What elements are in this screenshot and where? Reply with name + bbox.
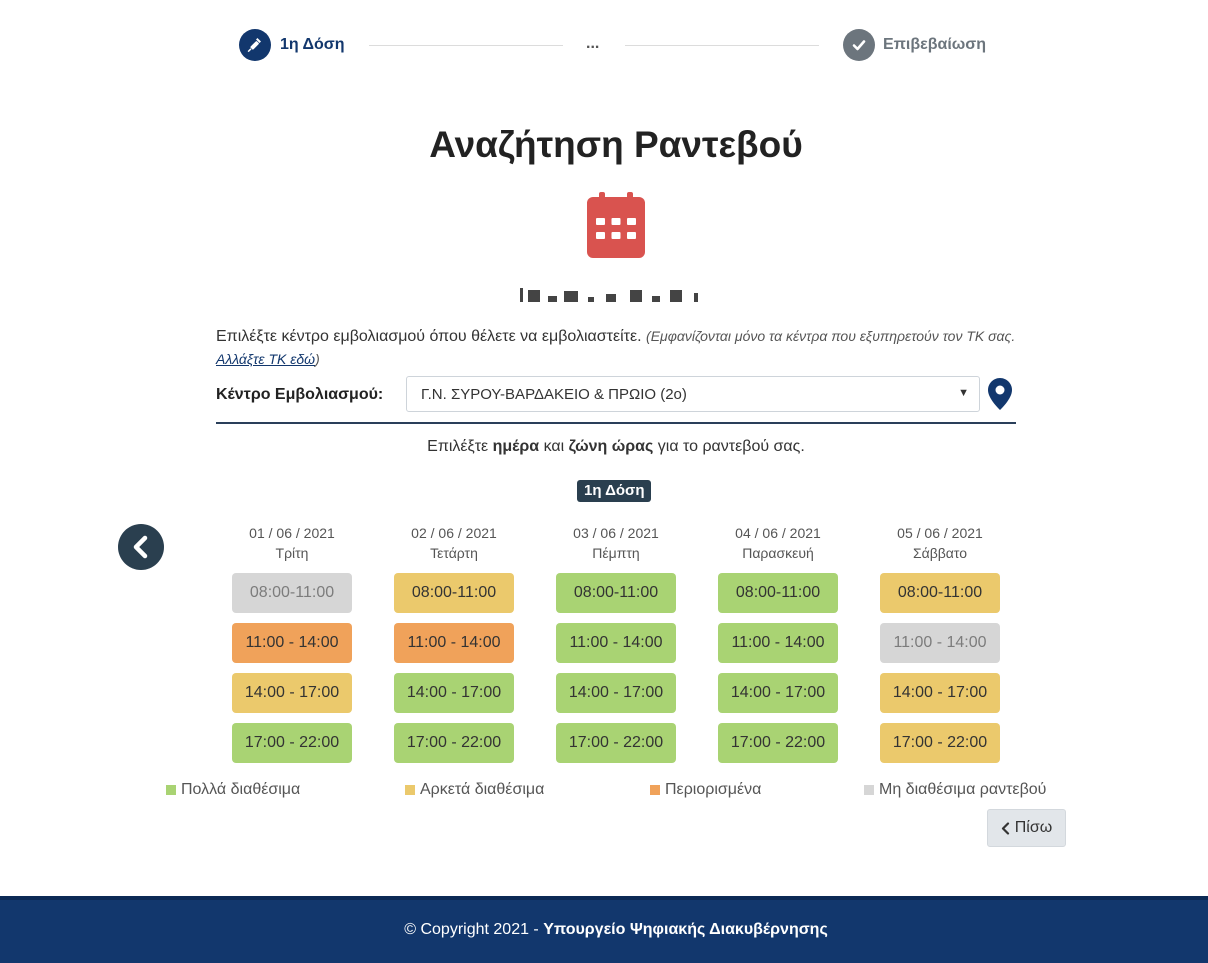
step-2-label: Επιβεβαίωση <box>883 36 987 53</box>
time-slot-button[interactable]: 17:00 - 22:00 <box>394 723 514 763</box>
step-divider <box>625 45 819 46</box>
legend-label: Περιορισμένα <box>665 781 762 798</box>
time-slot-button: 08:00-11:00 <box>232 573 352 613</box>
legend-swatch <box>166 785 176 795</box>
day-date: 01 / 06 / 2021 <box>249 525 335 541</box>
day-name: Τρίτη <box>275 545 309 561</box>
hint-text: (Εμφανίζονται μόνο τα κέντρα που εξυπηρετούν τον ΤΚ σας. <box>646 328 1016 344</box>
time-slot-list <box>880 573 1000 763</box>
day-name: Σάββατο <box>912 545 968 561</box>
time-slot-button[interactable]: 08:00-11:00 <box>556 573 676 613</box>
day-name: Τετάρτη <box>430 545 478 561</box>
time-slot-button[interactable]: 14:00 - 17:00 <box>718 673 838 713</box>
day-date: 04 / 06 / 2021 <box>735 525 821 541</box>
time-slot-list <box>556 573 676 763</box>
back-label: Πίσω <box>1014 819 1053 836</box>
time-slot-button[interactable]: 11:00 - 14:00 <box>556 623 676 663</box>
day-date: 05 / 06 / 2021 <box>897 525 983 541</box>
step-divider <box>369 45 563 46</box>
step-1-syringe-icon <box>239 29 271 61</box>
choose-suffix: για το ραντεβού σας. <box>657 438 805 455</box>
footer <box>0 896 1208 963</box>
time-slot-button[interactable]: 17:00 - 22:00 <box>556 723 676 763</box>
choose-day: ημέρα <box>492 438 540 455</box>
center-instruction <box>216 325 1016 371</box>
time-slot-button[interactable]: 14:00 - 17:00 <box>880 673 1000 713</box>
step-2-check-icon <box>843 29 875 61</box>
choose-time-zone: ζώνη ώρας <box>568 438 654 455</box>
time-slot-button[interactable]: 17:00 - 22:00 <box>718 723 838 763</box>
legend-item <box>650 780 761 800</box>
copyright-text: © Copyright 2021 - <box>404 921 539 938</box>
time-slot-button[interactable]: 14:00 - 17:00 <box>232 673 352 713</box>
time-slot-button[interactable]: 17:00 - 22:00 <box>232 723 352 763</box>
legend-label: Μη διαθέσιμα ραντεβού <box>879 781 1047 798</box>
time-slot-button[interactable]: 14:00 - 17:00 <box>394 673 514 713</box>
change-zip-link[interactable]: Αλλάξτε ΤΚ εδώ <box>216 351 316 367</box>
step-middle: ... <box>586 35 600 52</box>
time-slot-button[interactable]: 11:00 - 14:00 <box>718 623 838 663</box>
stepper <box>239 29 999 61</box>
legend-swatch <box>650 785 660 795</box>
center-select-value: Γ.Ν. ΣΥΡΟΥ-ΒΑΡΔΑΚΕΙΟ & ΠΡΩΙΟ (2ο) <box>421 386 687 403</box>
dose-badge: 1η Δόση <box>577 480 651 502</box>
legend-swatch <box>405 785 415 795</box>
chevron-left-icon <box>131 535 151 559</box>
choose-slot-text <box>0 438 1208 456</box>
center-label: Κέντρο Εμβολιασμού: <box>216 386 384 403</box>
time-slot-button[interactable]: 11:00 - 14:00 <box>232 623 352 663</box>
time-slot-button: 11:00 - 14:00 <box>880 623 1000 663</box>
time-slot-button[interactable]: 17:00 - 22:00 <box>880 723 1000 763</box>
day-date: 02 / 06 / 2021 <box>411 525 497 541</box>
chevron-left-icon <box>1001 822 1010 835</box>
day-column <box>556 524 676 763</box>
day-column <box>718 524 838 763</box>
center-select[interactable] <box>406 376 980 412</box>
day-column <box>394 524 514 763</box>
legend-item <box>166 780 300 800</box>
instruction-text: Επιλέξτε κέντρο εμβολιασμού όπου θέλετε να εμβολιαστείτε. <box>216 328 642 345</box>
legend-item <box>864 780 1046 800</box>
hint-suffix: ) <box>315 351 320 367</box>
time-slot-button[interactable]: 11:00 - 14:00 <box>394 623 514 663</box>
previous-week-button[interactable] <box>118 524 164 570</box>
day-name: Πέμπτη <box>592 545 640 561</box>
legend-swatch <box>864 785 874 795</box>
footer-copyright <box>0 921 1208 939</box>
time-slot-button[interactable]: 08:00-11:00 <box>718 573 838 613</box>
back-button[interactable] <box>987 809 1066 847</box>
calendar-icon <box>587 192 645 263</box>
step-1-label: 1η Δόση <box>280 36 345 53</box>
redacted-user-name <box>518 284 710 302</box>
time-slot-list <box>394 573 514 763</box>
page-title: Αναζήτηση Ραντεβού <box>429 124 803 165</box>
caret-down-icon: ▼ <box>958 387 969 399</box>
time-slot-button[interactable]: 08:00-11:00 <box>880 573 1000 613</box>
legend-item <box>405 780 544 800</box>
choose-prefix: Επιλέξτε <box>427 438 489 455</box>
day-column <box>880 524 1000 763</box>
day-column <box>232 524 352 763</box>
time-slot-button[interactable]: 08:00-11:00 <box>394 573 514 613</box>
day-date: 03 / 06 / 2021 <box>573 525 659 541</box>
time-slot-list <box>232 573 352 763</box>
center-selection-row <box>216 376 1016 424</box>
time-slot-button[interactable]: 14:00 - 17:00 <box>556 673 676 713</box>
time-slot-list <box>718 573 838 763</box>
legend-label: Πολλά διαθέσιμα <box>181 781 301 798</box>
day-name: Παρασκευή <box>742 545 814 561</box>
legend-label: Αρκετά διαθέσιμα <box>420 781 545 798</box>
footer-top-line <box>0 896 1208 900</box>
ministry-name: Υπουργείο Ψηφιακής Διακυβέρνησης <box>543 921 828 938</box>
choose-and: και <box>543 438 565 455</box>
map-pin-icon[interactable] <box>988 378 1012 415</box>
